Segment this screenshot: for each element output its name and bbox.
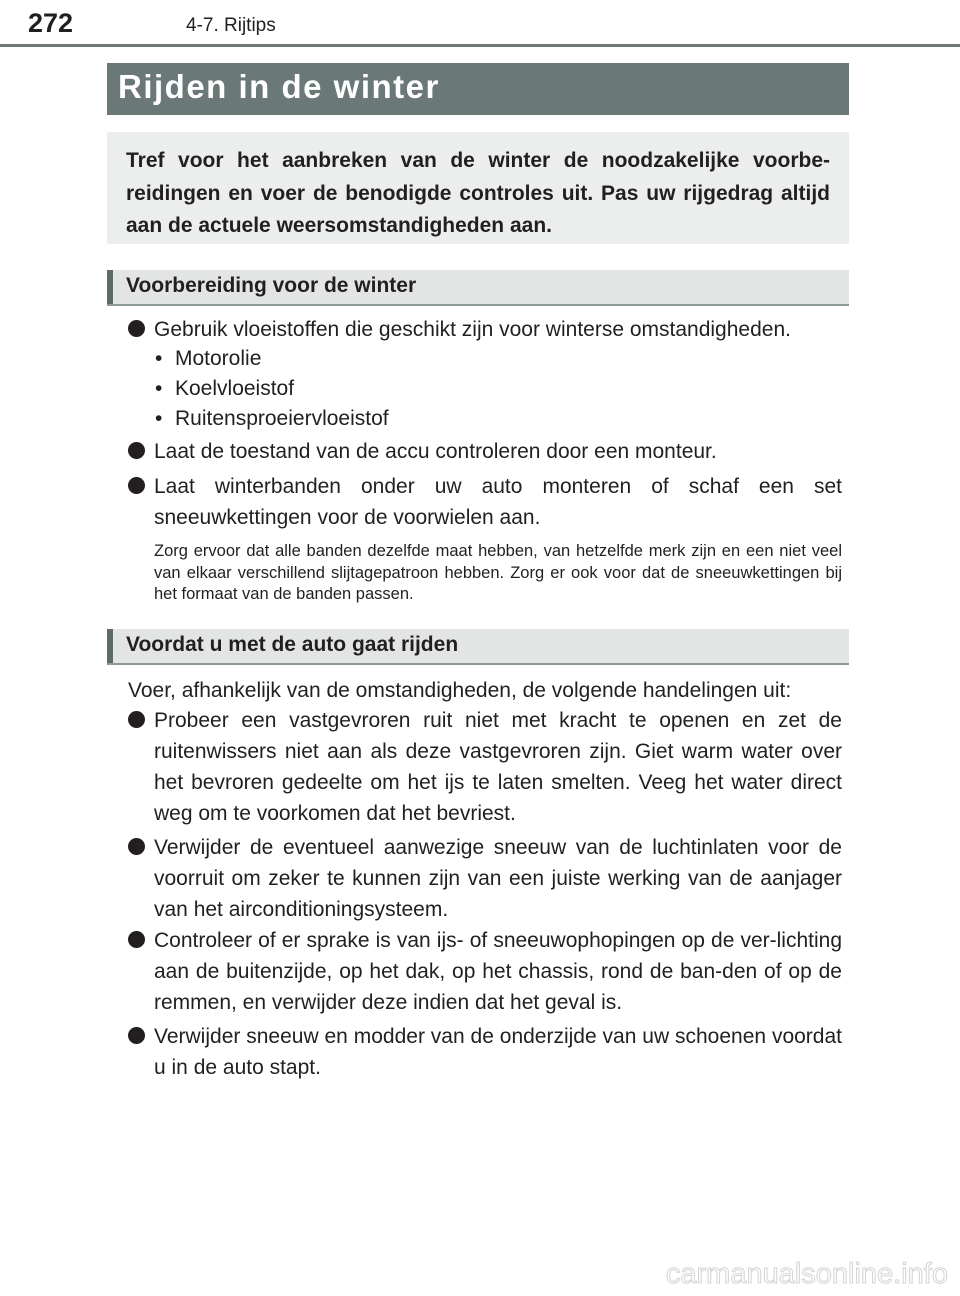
watermark: carmanualsonline.info <box>665 1258 948 1290</box>
list-item <box>128 925 842 1018</box>
list-item-text: Verwijder de eventueel aanwezige sneeuw van de luchtinlaten voor de voorruit om zeker te kunnen zijn van een juiste werking van de aanjager van het airconditioningsysteem. <box>154 836 842 921</box>
list-item-text: Laat winterbanden onder uw auto monteren of schaf een set sneeuwkettingen voor de voorwielen aan. <box>154 475 842 529</box>
list-item <box>128 705 842 829</box>
list-item-text: Probeer een vastgevroren ruit niet met kracht te openen en zet de ruitenwissers niet aan als deze vastgevroren zijn. Giet warm water over het bevroren gedeelte om het ijs te laten smelten. Veeg het water direct weg om te voorkomen dat het bevriest. <box>154 709 842 825</box>
section-heading-before-driving <box>107 629 849 665</box>
sub-list-item-text: Ruitensproeiervloeistof <box>175 407 389 430</box>
list-item <box>128 471 842 533</box>
list-item <box>128 832 842 925</box>
sub-list-item <box>155 404 389 434</box>
list-item <box>128 314 842 345</box>
note-text: Zorg ervoor dat alle banden dezelfde maat hebben, van hetzelfde merk zijn en een niet veel van elkaar verschillend slijtagepatroon hebben. Zorg er ook voor dat de sneeuwkettingen bij het formaat van de banden passen. <box>154 542 842 603</box>
list-item <box>128 436 842 467</box>
list-item <box>128 1021 842 1083</box>
list-item-text: Verwijder sneeuw en modder van de onderzijde van uw schoenen voordat u in de auto stapt. <box>154 1025 842 1079</box>
page-title: Rijden in de winter <box>107 63 849 115</box>
bullet-dot-icon <box>128 1027 145 1044</box>
small-bullet-icon: • <box>155 347 163 370</box>
section-heading-label: Voordat u met de auto gaat rijden <box>126 633 459 656</box>
lead-text: Voer, afhankelijk van de omstandigheden, de volgende handelingen uit: <box>128 679 792 702</box>
sub-list-item-text: Koelvloeistof <box>175 377 295 400</box>
sub-list-item-text: Motorolie <box>175 347 262 370</box>
list-item-text: Laat de toestand van de accu controleren door een monteur. <box>154 440 717 463</box>
bullet-dot-icon <box>128 931 145 948</box>
bullet-dot-icon <box>128 320 145 337</box>
header-divider <box>0 44 960 47</box>
bullet-dot-icon <box>128 442 145 459</box>
sub-list-item <box>155 374 294 404</box>
bullet-dot-icon <box>128 838 145 855</box>
page-number: 272 <box>28 8 74 38</box>
bullet-dot-icon <box>128 477 145 494</box>
sub-list-item <box>155 344 261 374</box>
small-bullet-icon: • <box>155 377 163 400</box>
bullet-dot-icon <box>128 711 145 728</box>
page-header <box>0 0 960 48</box>
list-item-text: Gebruik vloeistoffen die geschikt zijn voor winterse omstandigheden. <box>154 318 791 341</box>
small-bullet-icon: • <box>155 407 163 430</box>
section-heading-label: Voorbereiding voor de winter <box>126 274 417 297</box>
intro-box: Tref voor het aanbreken van de winter de noodzakelijke voorbe-reidingen en voer de benodigde controles uit. Pas uw rijgedrag altijd aan de actuele weersomstandigheden aan. <box>107 132 849 244</box>
chapter-title: 4-7. Rijtips <box>186 15 276 36</box>
list-item-text: Controleer of er sprake is van ijs- of sneeuwophopingen op de ver-lichting aan de buitenzijde, op het dak, op het chassis, rond de ban-den of op de remmen, en verwijder deze indien dat het geval is. <box>154 929 842 1014</box>
section-heading-preparation <box>107 270 849 306</box>
